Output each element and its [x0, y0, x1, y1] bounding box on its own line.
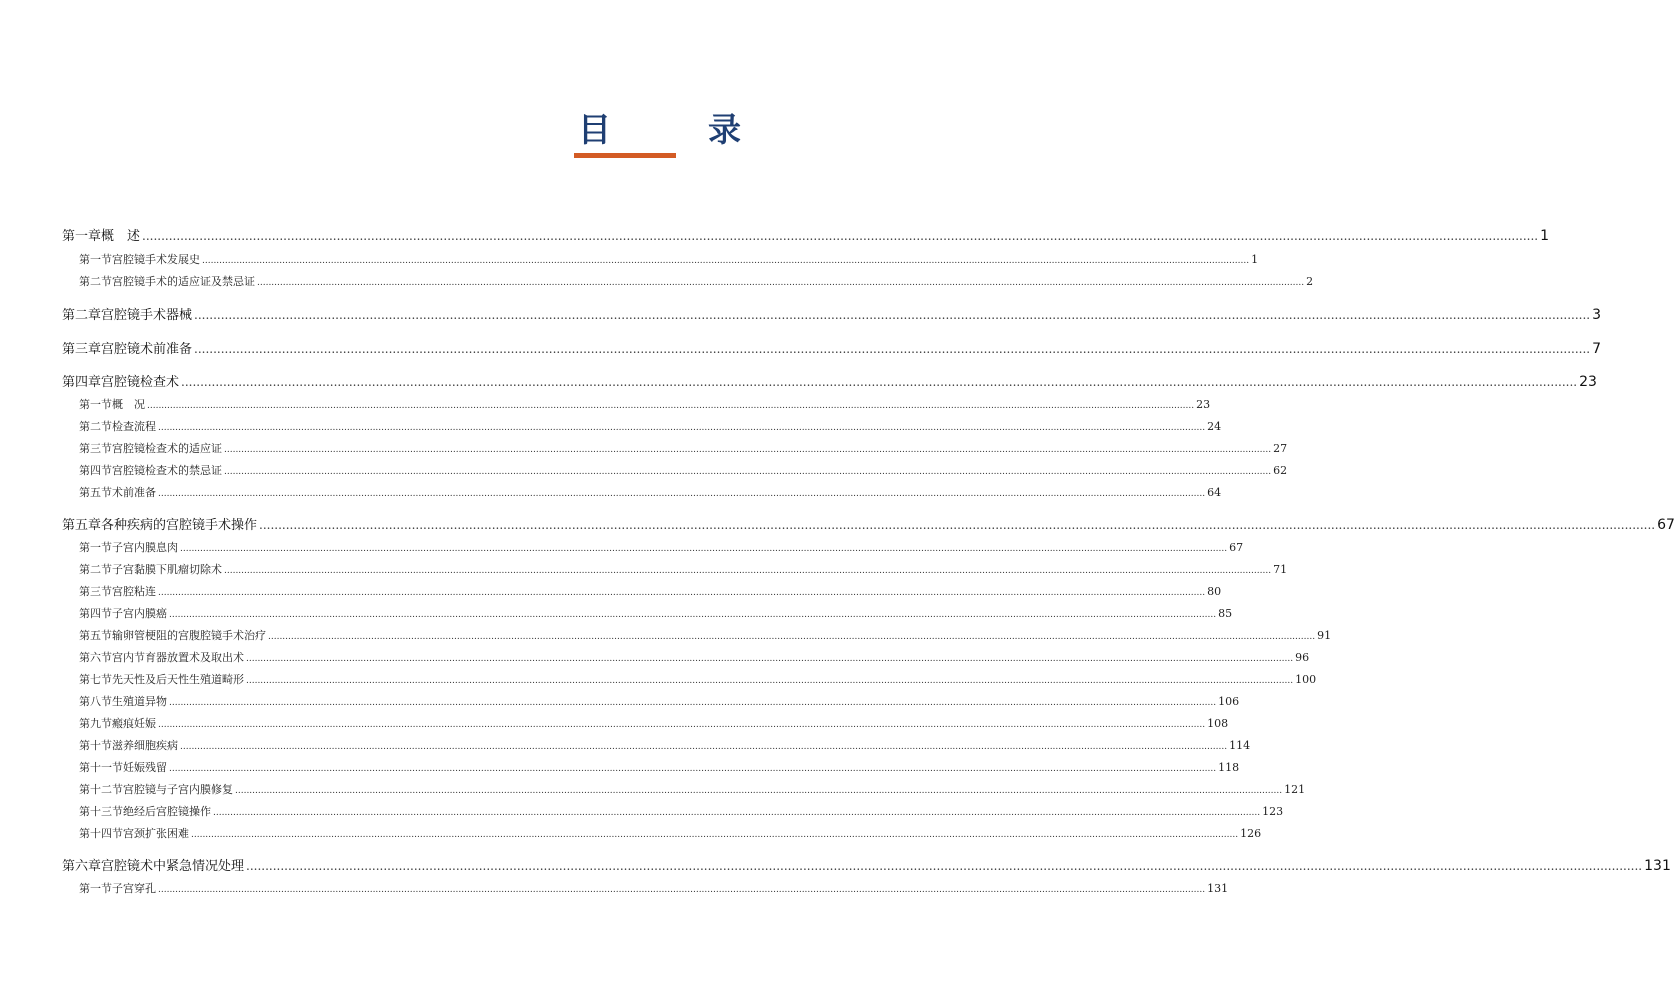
- section-title: 宫腔镜手术发展史: [112, 253, 200, 266]
- chapter-title: 宫腔镜术中紧急情况处理: [101, 859, 245, 874]
- page-number: 106: [1218, 695, 1240, 708]
- chapter-number: 第四章: [62, 375, 102, 390]
- section-title: 妊娠残留: [123, 761, 167, 774]
- chapter-number: 第六章: [62, 859, 102, 874]
- section-number: 第一节: [79, 541, 112, 554]
- leader-dots: [224, 445, 1271, 455]
- leader-dots: [213, 808, 1260, 818]
- section-title: 输卵管梗阻的宫腹腔镜手术治疗: [112, 629, 266, 642]
- section-number: 第二节: [79, 275, 112, 288]
- page-number: 100: [1295, 673, 1317, 686]
- section-title: 宫腔镜与子宫内膜修复: [123, 783, 233, 796]
- section-title: 宫颈扩张困难: [123, 827, 189, 840]
- section-title: 宫腔镜检查术的适应证: [112, 442, 222, 455]
- leader-dots: [169, 610, 1216, 620]
- chapter-number: 第五章: [62, 518, 102, 533]
- page-number: 7: [1592, 341, 1602, 357]
- page-number: 80: [1207, 585, 1222, 598]
- toc-section-row[interactable]: [62, 605, 1233, 621]
- leader-dots: [246, 654, 1293, 664]
- leader-dots: [246, 676, 1293, 686]
- leader-dots: [169, 698, 1216, 708]
- section-number: 第九节: [79, 717, 112, 730]
- page-number: 24: [1207, 420, 1222, 433]
- leader-dots: [202, 256, 1249, 266]
- leader-dots: [147, 401, 1194, 411]
- leader-dots: [158, 720, 1205, 730]
- page-number: 64: [1207, 486, 1222, 499]
- toc-chapter-row[interactable]: [62, 855, 1671, 874]
- section-number: 第五节: [79, 629, 112, 642]
- section-number: 第四节: [79, 464, 112, 477]
- chapter-number: 第三章: [62, 342, 102, 357]
- toc-chapter-row[interactable]: [62, 225, 1550, 244]
- page-number: 118: [1218, 761, 1240, 774]
- toc-heading-block: [574, 110, 773, 158]
- section-number: 第二节: [79, 563, 112, 576]
- page-number: 23: [1196, 398, 1211, 411]
- section-number: 第十一节: [79, 761, 123, 774]
- leader-dots: [268, 632, 1315, 642]
- leader-dots: [224, 566, 1271, 576]
- page-number: 96: [1295, 651, 1310, 664]
- leader-dots: [158, 423, 1205, 433]
- toc-section-row[interactable]: [62, 583, 1222, 599]
- leader-dots: [181, 375, 1577, 389]
- page-number: 2: [1306, 275, 1314, 288]
- section-number: 第六节: [79, 651, 112, 664]
- toc-section-row[interactable]: [62, 627, 1332, 643]
- toc-section-row[interactable]: [62, 396, 1211, 412]
- section-number: 第一节: [79, 253, 112, 266]
- chapter-title: 概 述: [101, 229, 141, 244]
- section-number: 第三节: [79, 585, 112, 598]
- title-underline: [574, 153, 676, 158]
- section-title: 术前准备: [112, 486, 156, 499]
- section-title: 宫内节育器放置术及取出术: [112, 651, 244, 664]
- section-number: 第五节: [79, 486, 112, 499]
- section-title: 绝经后宫腔镜操作: [123, 805, 211, 818]
- toc-section-row[interactable]: [62, 539, 1244, 555]
- page-number: 23: [1579, 374, 1597, 390]
- leader-dots: [246, 859, 1642, 873]
- toc-section-row[interactable]: [62, 759, 1240, 775]
- toc-section-row[interactable]: [62, 561, 1288, 577]
- toc-section-row[interactable]: [62, 737, 1251, 753]
- page-number: 3: [1592, 307, 1602, 323]
- section-title: 子宫黏膜下肌瘤切除术: [112, 563, 222, 576]
- section-number: 第八节: [79, 695, 112, 708]
- chapter-title: 各种疾病的宫腔镜手术操作: [101, 518, 258, 533]
- leader-dots: [257, 278, 1304, 288]
- section-title: 子宫穿孔: [112, 882, 156, 895]
- section-title: 瘢痕妊娠: [112, 717, 156, 730]
- page-number: 71: [1273, 563, 1288, 576]
- page-number: 1: [1540, 228, 1550, 244]
- toc-chapter-row[interactable]: [62, 514, 1675, 533]
- chapter-number: 第一章: [62, 229, 102, 244]
- chapter-title: 宫腔镜手术器械: [101, 308, 193, 323]
- toc-section-row[interactable]: [62, 803, 1284, 819]
- page-number: 108: [1207, 717, 1229, 730]
- leader-dots: [158, 489, 1205, 499]
- toc-chapter-row[interactable]: [62, 371, 1597, 390]
- leader-dots: [158, 588, 1205, 598]
- page-number: 126: [1240, 827, 1262, 840]
- section-number: 第七节: [79, 673, 112, 686]
- section-number: 第三节: [79, 442, 112, 455]
- section-number: 第十三节: [79, 805, 123, 818]
- toc-section-row[interactable]: [62, 671, 1317, 687]
- section-title: 宫腔镜检查术的禁忌证: [112, 464, 222, 477]
- page-number: 131: [1644, 858, 1671, 874]
- toc-chapter-row[interactable]: [62, 338, 1602, 357]
- section-title: 概 况: [112, 398, 145, 411]
- leader-dots: [194, 342, 1590, 356]
- section-number: 第一节: [79, 398, 112, 411]
- leader-dots: [180, 742, 1227, 752]
- toc-section-row[interactable]: [62, 715, 1229, 731]
- page-title: 目 录: [578, 110, 773, 149]
- toc-section-row[interactable]: [62, 484, 1222, 500]
- section-title: 宫腔粘连: [112, 585, 156, 598]
- page-number: 114: [1229, 739, 1251, 752]
- page-number: 85: [1218, 607, 1233, 620]
- section-title: 子宫内膜癌: [112, 607, 167, 620]
- page-number: 121: [1284, 783, 1306, 796]
- leader-dots: [235, 786, 1282, 796]
- section-title: 宫腔镜手术的适应证及禁忌证: [112, 275, 255, 288]
- page-number: 131: [1207, 882, 1229, 895]
- toc-section-row[interactable]: [62, 825, 1262, 841]
- section-number: 第二节: [79, 420, 112, 433]
- leader-dots: [142, 229, 1538, 243]
- section-number: 第十二节: [79, 783, 123, 796]
- chapter-title: 宫腔镜术前准备: [101, 342, 193, 357]
- toc-section-row[interactable]: [62, 880, 1229, 896]
- toc-section-row[interactable]: [62, 251, 1259, 267]
- page-number: 123: [1262, 805, 1284, 818]
- toc-section-row[interactable]: [62, 693, 1240, 709]
- page-number: 1: [1251, 253, 1259, 266]
- leader-dots: [180, 544, 1227, 554]
- page-number: 62: [1273, 464, 1288, 477]
- section-number: 第四节: [79, 607, 112, 620]
- section-title: 检查流程: [112, 420, 156, 433]
- toc-section-row[interactable]: [62, 418, 1222, 434]
- leader-dots: [169, 764, 1216, 774]
- section-title: 子宫内膜息肉: [112, 541, 178, 554]
- toc-section-row[interactable]: [62, 781, 1306, 797]
- page-number: 67: [1657, 517, 1675, 533]
- page-number: 67: [1229, 541, 1244, 554]
- page-number: 27: [1273, 442, 1288, 455]
- toc-section-row[interactable]: [62, 440, 1288, 456]
- section-number: 第十四节: [79, 827, 123, 840]
- toc-section-row[interactable]: [62, 462, 1288, 478]
- section-number: 第十节: [79, 739, 112, 752]
- toc-section-row[interactable]: [62, 273, 1314, 289]
- section-title: 生殖道异物: [112, 695, 167, 708]
- toc-chapter-row[interactable]: [62, 304, 1602, 323]
- chapter-title: 宫腔镜检查术: [101, 375, 180, 390]
- leader-dots: [158, 885, 1205, 895]
- leader-dots: [224, 467, 1271, 477]
- page-number: 91: [1317, 629, 1332, 642]
- toc-section-row[interactable]: [62, 649, 1310, 665]
- section-number: 第一节: [79, 882, 112, 895]
- section-title: 先天性及后天性生殖道畸形: [112, 673, 244, 686]
- leader-dots: [259, 518, 1655, 532]
- section-title: 滋养细胞疾病: [112, 739, 178, 752]
- leader-dots: [194, 308, 1590, 322]
- chapter-number: 第二章: [62, 308, 102, 323]
- leader-dots: [191, 830, 1238, 840]
